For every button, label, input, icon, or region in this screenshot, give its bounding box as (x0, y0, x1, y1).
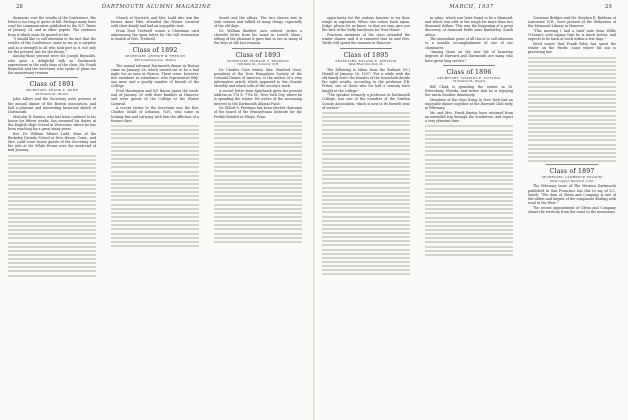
text-paragraph: Governor Bridges and Mr. Stephen E. Barbeau of Lancaster, N.H., were present at the dedication of the Memorial Library in Hanover. (528, 16, 616, 29)
secretary-address: 75 Federal St., Boston (452, 79, 486, 84)
class-heading: Class of 1893 (235, 51, 281, 59)
class-section-heading (322, 52, 410, 67)
class-heading: Class of 1892 (132, 47, 178, 55)
left-page-number: 28 (16, 4, 24, 10)
left-running-title: DARTMOUTH ALUMNI MAGAZINE (101, 4, 212, 10)
text-paragraph: "Among those on the new list of honorary degrees at Harvard and Dartmouth are many who have given long service." (425, 50, 513, 63)
text-paragraph: The immediate point of all this is to call attention to a notable accomplishment of one of our classmates. (425, 37, 513, 50)
class-section-heading (425, 69, 513, 84)
secretary-line: SECRETARY, ARTHUR W. FRENCH (124, 54, 186, 59)
text-paragraph: "This morning I had a brief note from Willie O'Leary's note saying that he is much better, and expects to be back at work within a few days." (528, 28, 616, 42)
class-section-heading (111, 47, 199, 62)
text-paragraph: Dr. William Bartlett, now retired, writes a cheerful letter from his home in Lowell, Mass., telling of the pleasure it gave him to see so many of the boys at the last reunion. (214, 28, 302, 46)
right-running-head (315, 4, 628, 14)
class-section-heading (528, 168, 616, 183)
text-paragraph: The recent appointment of Glenn and Company shows the territory from the coast to the mountains. (528, 205, 616, 214)
text-paragraph: The following is taken from the Rutland (Vt.) Herald of January 28, 1937: "For a while with the old family strict the females of the household decide the right results, according to the professor F.B. Fisher, one of those who for half a century have taught at the college." (322, 67, 410, 93)
secretary-address: 60 Federal St., Boston (35, 91, 69, 96)
text-paragraph: in value, which was later found to be a diamond, and which was sold in the rough for more than two thousand dollars. This was the beginning of a great discovery of diamond fields near Kimberley, South Africa. (425, 16, 513, 37)
text-lines-filler (111, 125, 199, 247)
left-running-head (0, 4, 313, 14)
text-paragraph: Dr. Elliott S. Freeman has been elected chairman of the board of the Pennsylvania Institute for the Feeble-Minded at Elwyn, Penn. (214, 106, 302, 119)
right-page (315, 0, 628, 420)
secretary-address: State Capitol, Hartford, Conn. (549, 178, 595, 183)
text-paragraph: Mr. and Mrs. Frank Barton have returned from an extended trip through the Southwest, and report a very pleasant time. (425, 110, 513, 124)
secretary-line: SECRETARY, LAWRENCE FOLSOM (541, 175, 603, 180)
section-rule (129, 43, 181, 44)
class-section-heading (214, 52, 302, 67)
text-paragraph: Malcolm R. Barnes, who has been confined to his house for fifteen weeks, has resumed his duties at the English High School in Worcester, where he has been teaching for a great many years. (8, 114, 96, 131)
secretary-line: SECRETARY, HORACE C. PEARSON (227, 58, 289, 63)
text-lines-filler (322, 112, 410, 275)
text-paragraph: "The speaker, formerly a professor at Dartmouth College, was one of the founders of the Grafton County Association, which is now in its fortieth year of service." (322, 93, 410, 110)
class-heading: Class of 1895 (343, 51, 389, 59)
secretary-line: SECRETARY, CHARLES E. COTTING (437, 75, 501, 80)
secretary-line: SECRETARY, ROLAND E. STETSON (335, 58, 397, 63)
section-rule (443, 65, 495, 66)
right-running-title: MARCH, 1937 (449, 4, 494, 10)
text-paragraph: Word comes that Frank Fales has spent the winter on the Pacific coast where his son is practicing law. (528, 41, 616, 55)
section-rule (546, 164, 598, 165)
text-paragraph: From Noel Tredwell comes a Christmas card announcing the open letter for the full restoration to health of Mrs. Tredwell. (111, 28, 199, 42)
text-paragraph: The February issue of The Western Dartmouth published in San Francisco has this to say of S.C. Smith: "The firm of Glenn and Company is one of the oldest and largest of the companies dealing with wool in the West." (528, 184, 616, 206)
text-lines-filler (528, 57, 616, 163)
left-column-1 (8, 16, 96, 416)
class-heading: Class of 1891 (29, 81, 75, 89)
left-column-3 (214, 16, 302, 416)
text-paragraph: Fred Harrington and Ed. Bacon spent the week-end of January 30 with their families at Hanover, and were guests of the College at the Winter Carnival. (111, 89, 199, 106)
text-lines-filler (8, 155, 96, 277)
text-paragraph: Sweet and the others. The two classes met in joint session and talked of many things, especially of the old days. (214, 16, 302, 29)
class-heading: Class of 1896 (446, 68, 492, 76)
section-rule (340, 48, 392, 49)
text-paragraph: Rev. Dr. William Palmer Ladd, dean of the Berkeley Divinity School at New Haven, Conn., and Mrs. Ladd were house guests of the Secretary and his wife at the White House over the week-end of mid January. (8, 131, 96, 153)
secretary-address: 109 State St., Concord, N.H. (237, 62, 279, 67)
text-paragraph: A recent visitor to the Secretary was the Rev. Charles Gould of Lebanon, N.H., who came in looking fine and carrying with him the affection of a former class. (111, 106, 199, 123)
text-paragraph: Bill Clark is spending the winter in St. Petersburg, Florida, and writes that he is enjoying the warm weather immensely. (425, 84, 513, 98)
text-paragraph: Among those present were Mr. Joseph Reynolds, who gave a delightful talk on Dartmouth experiences in the early days of the class; Mr. Frank Reynolds and the Secretary who spoke of plans for the anniversary reunion. (8, 54, 96, 76)
text-paragraph: John Albert and the Secretary were present at the annual dinner of the Boston association, and had a pleasant and interesting historical sketch of Dartmouth. (8, 97, 96, 114)
left-page (0, 0, 313, 420)
left-column-2 (111, 16, 199, 416)
text-lines-filler (214, 121, 302, 243)
right-page-number: 29 (604, 4, 612, 10)
section-rule (26, 77, 78, 78)
text-paragraph: Dr. Charles Gove widow, Mrs. Winifred Gove, president of the New Hampshire Society of the Colonial Dames of America, is the author of a very informative article which appeared in the Granite Monthly and which tells of the society's work. (214, 67, 302, 89)
secretary-address: 385 Columbine Ave., Boston (134, 58, 176, 63)
section-rule (232, 48, 284, 49)
class-section-heading (8, 81, 96, 96)
text-paragraph: The annual informal Dartmouth dinner in Boston came on January 28, which turned out to be a bad night for us men in Boston. There were, however, five members in attendance who represented fifty-one men, and a goodly number of friends of the College. (111, 63, 199, 89)
text-paragraph: opportunity for the embryo lawyers to try their wings in argument. When one comes back again, Judge, please let us know, so that we may give you the best of the Saffy luncheons for Your Honor. (322, 16, 410, 33)
text-paragraph: Church at Norwich, and Mrs. Ladd who was the former Anne Pike, attended the Winter Carnival with their family and had an enjoyable visit. (111, 16, 199, 29)
text-paragraph: Members of the class living in New York had an enjoyable dinner together at the Harvard Club early in February. (425, 97, 513, 111)
text-paragraph: thusiastic over the results of the Conference. His letter is too long to quote in full. Perhaps many have read his communication published in the N.Y. Times of January 24, and in other papers. The sentence from it which must be quoted is this: (8, 16, 96, 37)
text-paragraph: "I should like to call attention to the fact that the results of the Conference came to me as a surprise and as a strength to all who took part in it, not only for the present, but for the future." (8, 37, 96, 54)
text-lines-filler (425, 125, 513, 255)
right-column-1 (322, 16, 410, 416)
right-column-3 (528, 16, 616, 416)
text-paragraph: Fourteen members of the class attended the winter dinner, and it is rumored that he and Mrs. Tuttle will spend the summer in Hanover. (322, 33, 410, 46)
right-column-2 (425, 16, 513, 416)
class-heading: Class of 1897 (549, 168, 595, 176)
text-paragraph: A recent letter from Sparhawk gives his present address as 178 E. 77th St., New York City, where he is spending the winter. He writes of the increasing interest in the Dartmouth Alumni Fund. (214, 89, 302, 106)
secretary-address: West River Junction, Vt. (348, 62, 384, 67)
secretary-line: SECRETARY, FRANK E. ROWE (25, 88, 79, 93)
